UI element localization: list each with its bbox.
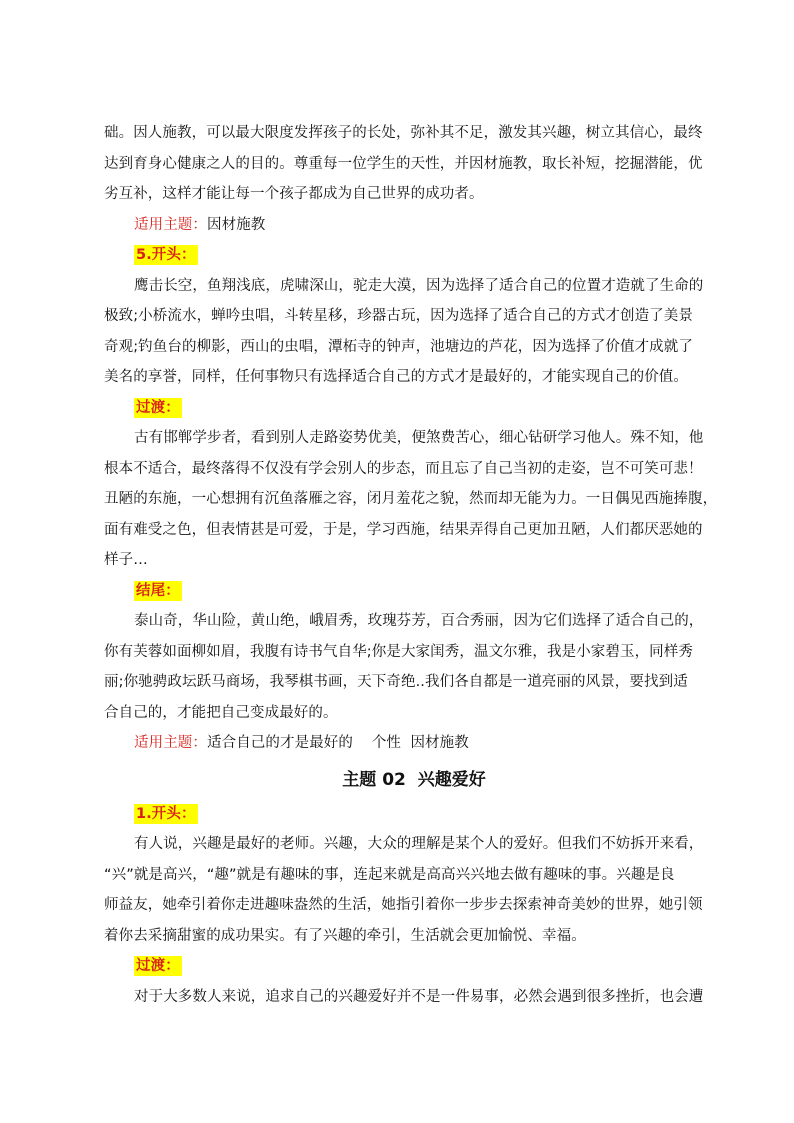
paragraph-line: 丑陋的东施，一心想拥有沉鱼落雁之容，闭月羞花之貌，然而却无能为力。一日偶见西施捧腹，: [104, 491, 718, 507]
paragraph-line: 样子…: [104, 552, 148, 568]
paragraph-line: 师益友，她牵引着你走进趣味盎然的生活，她指引着你一步步去探索神奇美妙的世界，她引领: [104, 897, 703, 913]
guodu-label: 过渡：: [136, 399, 180, 416]
topic-line: [104, 210, 724, 241]
paragraph-line: 古有邯郸学步者，看到别人走路姿势优美，便煞费苦心，细心钻研学习他人。殊不知，他: [134, 430, 704, 446]
paragraph-line: 丽;你驰骋政坛跃马商场，我琴棋书画，天下奇绝..我们各自都是一道亮丽的风景，要找到适: [104, 674, 688, 690]
paragraph-line: 鹰击长空，鱼翔浅底，虎啸深山，驼走大漠，因为选择了适合自己的位置才造就了生命的: [134, 277, 704, 294]
topic-label: 适用主题：: [134, 216, 207, 233]
kaitou-label: 5.开头：: [136, 247, 196, 263]
paragraph-line: 你有芙蓉如面柳如眉，我腹有诗书气自华;你是大家闺秀，温文尔雅，我是小家碧玉，同样秀: [104, 643, 693, 660]
section-label-line: [104, 576, 724, 607]
paragraph-line: 着你去采摘甜蜜的成功果实。有了兴趣的牵引，生活就会更加愉悦、幸福。: [104, 927, 586, 944]
paragraph-line: 美名的享誉，同样，任何事物只有选择适合自己的方式才是最好的，才能实现自己的价值。: [104, 369, 688, 385]
section-label-line: [104, 799, 724, 830]
paragraph-line: “兴”就是高兴，“趣”就是有趣味的事，连起来就是高高兴兴地去做有趣味的事。兴趣是良: [104, 866, 675, 883]
paragraph-line: 合自己的，才能把自己变成最好的。: [104, 704, 338, 721]
section-title: 主题 02 兴趣爱好: [342, 769, 486, 790]
paragraph-line: 达到育身心健康之人的目的。尊重每一位学生的天性，并因材施教，取长补短，挖掘潜能，优: [104, 155, 703, 172]
paragraph-line: 泰山奇，华山险，黄山绝，峨眉秀，玫瑰芬芳，百合秀丽，因为它们选择了适合自己的，: [134, 613, 704, 629]
paragraph-line: 有人说，兴趣是最好的老师。兴趣，大众的理解是某个人的爱好。但我们不妨拆开来看，: [134, 836, 704, 852]
paragraph-line: 极致;小桥流水，蝉吟虫唱，斗转星移，珍器古玩，因为选择了适合自己的方式才创造了美景: [104, 308, 693, 324]
paragraph-line: 劣互补，这样才能让每一个孩子都成为自己世界的成功者。: [104, 186, 484, 202]
section-label-line: [104, 951, 724, 982]
topic-text: 因材施教: [207, 216, 266, 233]
section-label-line: [104, 393, 724, 424]
paragraph-line: 础。因人施教，可以最大限度发挥孩子的长处，弥补其不足，激发其兴趣，树立其信心，最终: [104, 125, 703, 141]
topic-line: [104, 728, 724, 759]
section-label-line: [104, 240, 724, 271]
paragraph-line: 奇观;钓鱼台的柳影，西山的虫唱，潭柘寺的钟声，池塘边的芦花，因为选择了价值才成就了: [104, 338, 693, 355]
kaitou-label: 1.开头：: [136, 805, 196, 822]
paragraph-line: 根本不适合，最终落得不仅没有学会别人的步态，而且忘了自己当初的走姿，岂不可笑可悲！: [104, 460, 703, 477]
jiewei-label: 结尾：: [136, 582, 180, 599]
topic-text: 适合自己的才是最好的 个性 因材施教: [207, 735, 469, 751]
paragraph-line: 面有难受之色，但表情甚是可爱，于是，学习西施，结果弄得自己更加丑陋，人们都厌恶她的: [104, 521, 703, 538]
paragraph-line: 对于大多数人来说，追求自己的兴趣爱好并不是一件易事，必然会遇到很多挫折，也会遭: [134, 988, 704, 1005]
topic-label: 适用主题：: [134, 735, 207, 751]
guodu-label: 过渡：: [136, 958, 180, 974]
document-content: [104, 118, 724, 1012]
